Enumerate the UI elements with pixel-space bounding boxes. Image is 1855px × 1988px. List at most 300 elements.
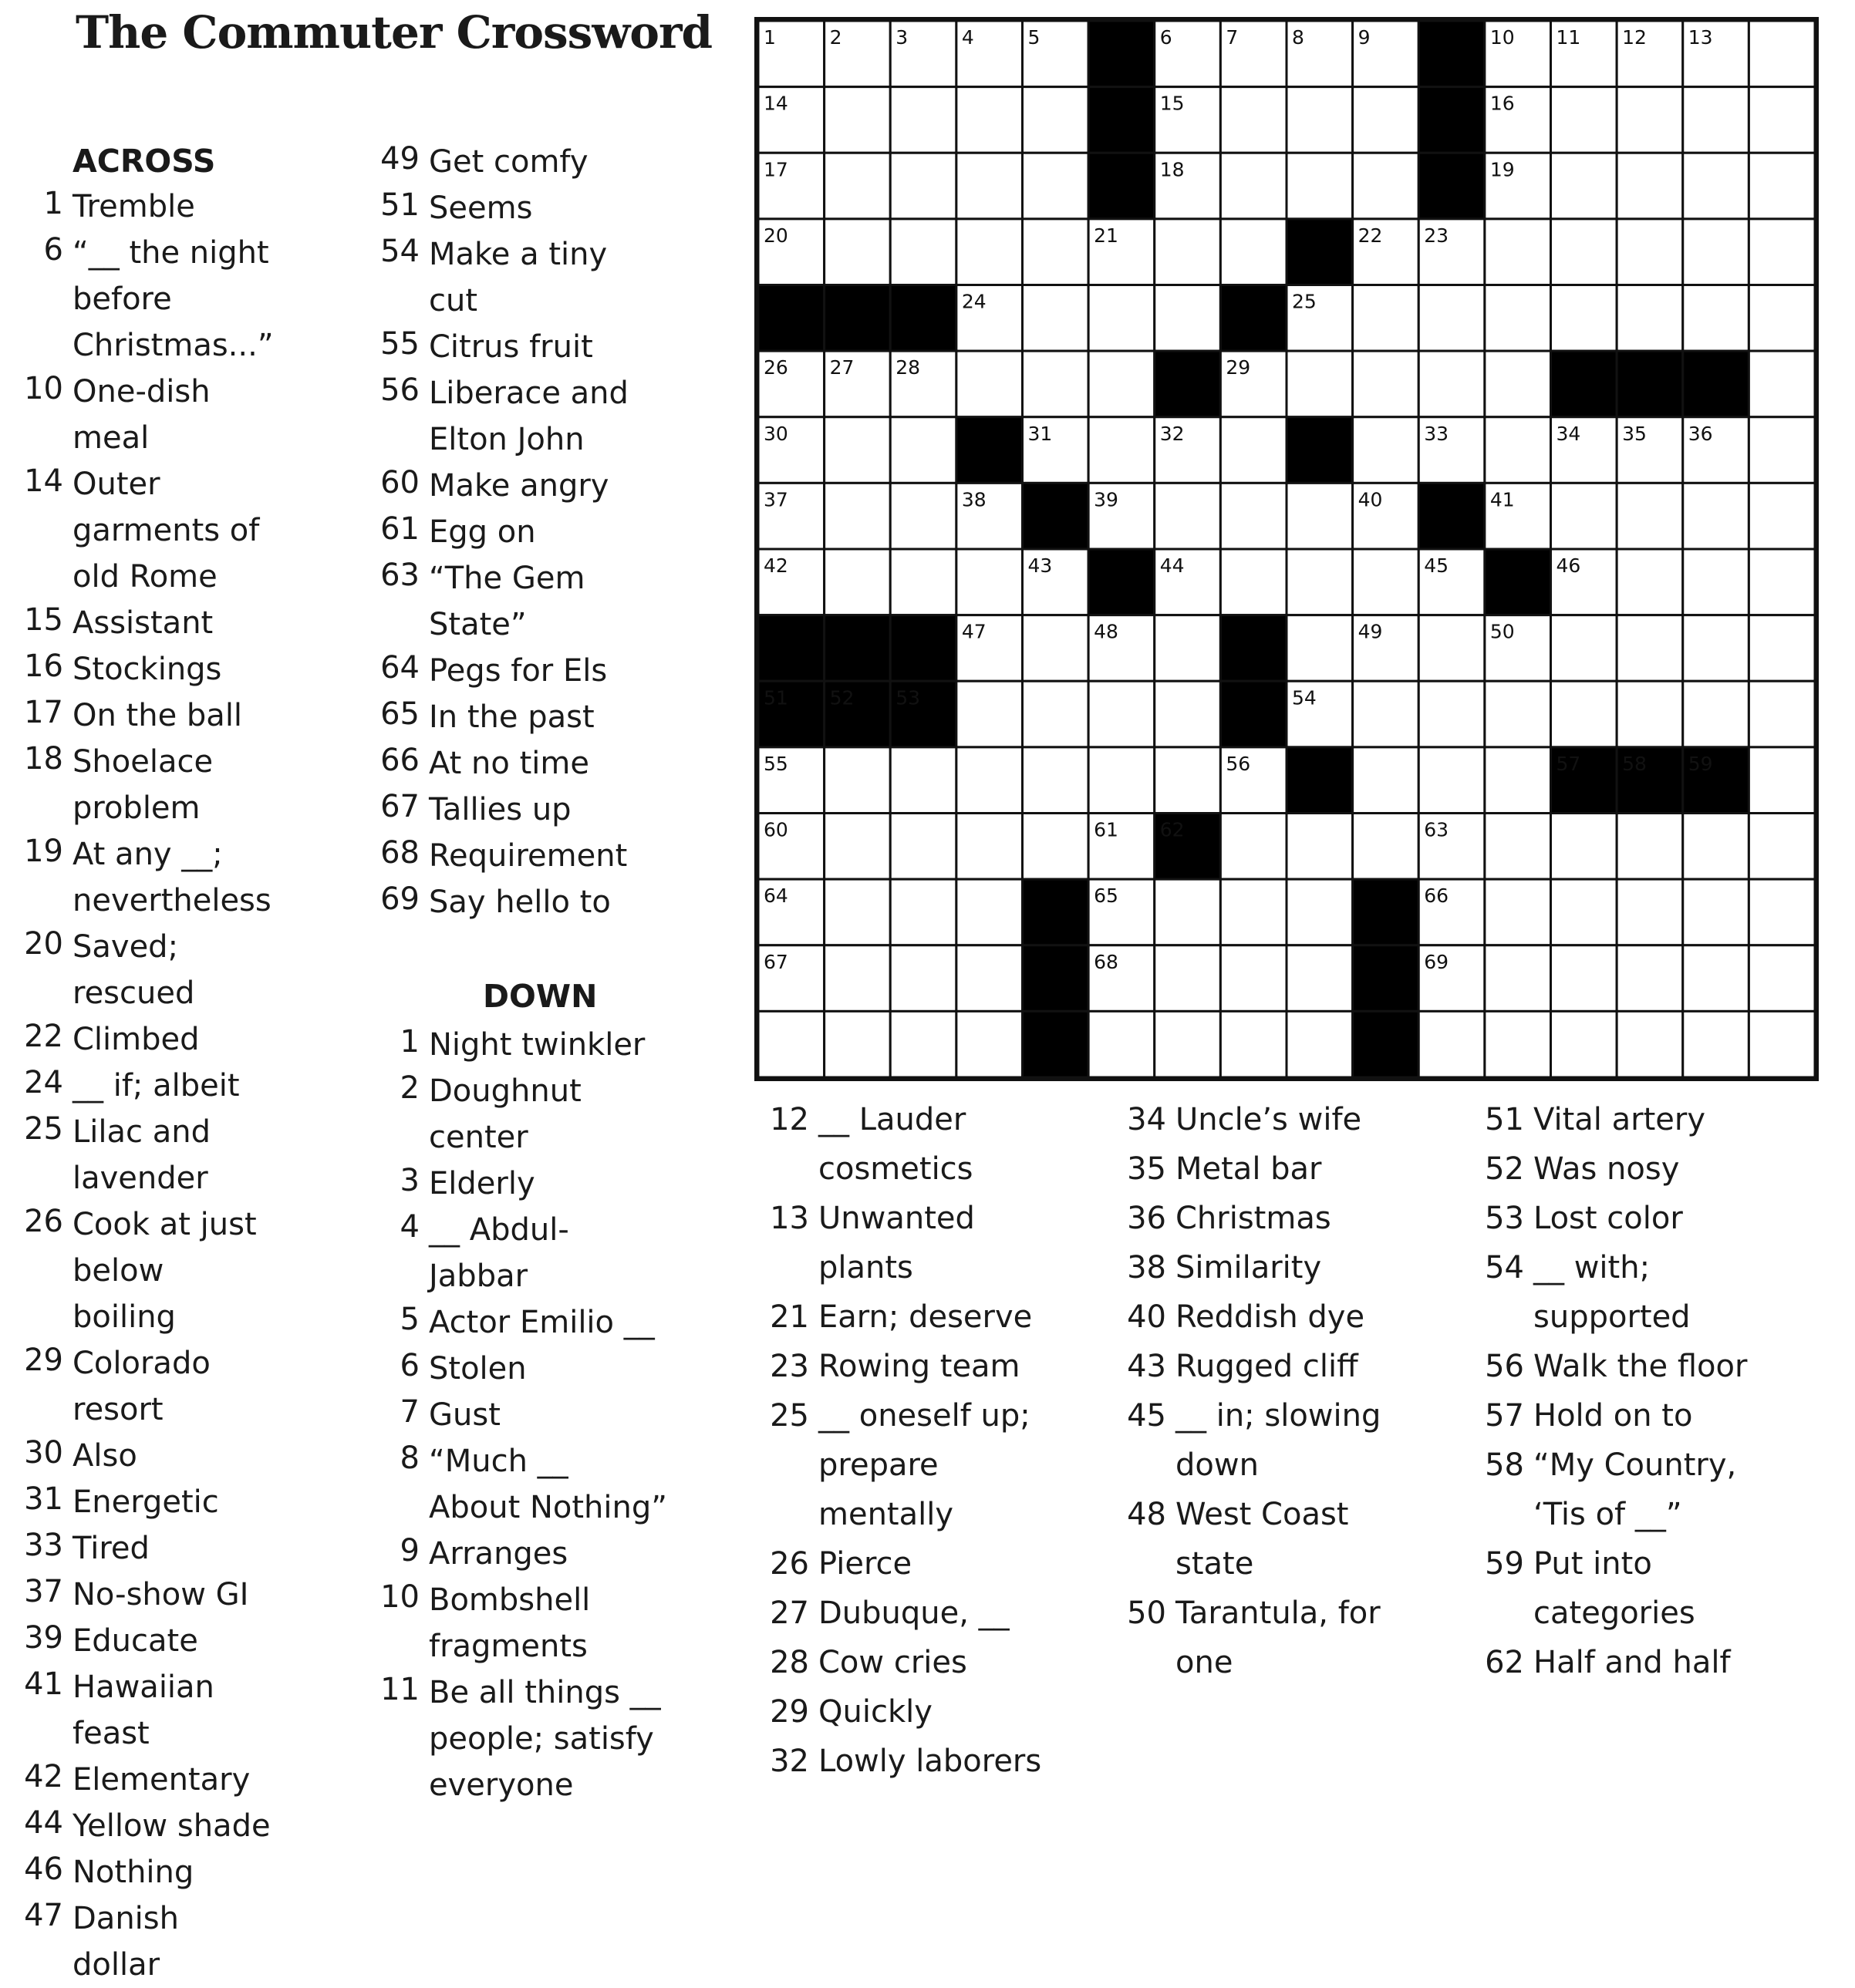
black-square (1023, 1011, 1089, 1077)
grid-cell[interactable] (1749, 1011, 1815, 1077)
clue-number: 17 (24, 695, 63, 730)
cell-number: 16 (1489, 92, 1515, 115)
grid-cell[interactable] (1485, 351, 1551, 417)
grid-cell[interactable] (1155, 879, 1221, 945)
clue-number: 54 (1485, 1250, 1524, 1285)
grid-cell[interactable] (1353, 285, 1419, 352)
black-square (1155, 351, 1221, 417)
grid-cell[interactable] (1287, 483, 1353, 549)
cell-number: 32 (1159, 422, 1185, 445)
grid-cell[interactable] (890, 549, 956, 615)
clue-number: 13 (770, 1201, 809, 1236)
grid-cell[interactable] (1088, 747, 1155, 814)
down-clue-8 (378, 1438, 748, 1531)
clue-number: 67 (380, 789, 420, 824)
clue-text: Shoelace problem (73, 744, 214, 826)
clue-text: __ with; supported (1533, 1250, 1691, 1335)
across-clue-15 (22, 600, 384, 646)
down-clue-51 (1482, 1095, 1845, 1144)
clue-text: In the past (429, 699, 595, 735)
grid-cell[interactable] (890, 219, 956, 285)
clue-number: 44 (24, 1805, 63, 1841)
grid-cell[interactable] (1220, 87, 1287, 153)
cell-number: 15 (1159, 92, 1185, 115)
grid-cell[interactable] (1749, 483, 1815, 549)
black-square (1617, 351, 1683, 417)
grid-cell[interactable] (1353, 814, 1419, 880)
grid-cell[interactable] (825, 814, 891, 880)
clue-text: Cow cries (818, 1645, 967, 1680)
clue-text: Reddish dye (1175, 1299, 1365, 1335)
grid-cell[interactable] (1287, 351, 1353, 417)
cell-number: 37 (764, 488, 788, 511)
grid-cell[interactable] (1220, 153, 1287, 219)
black-square (1353, 879, 1419, 945)
grid-cell[interactable] (1551, 681, 1617, 747)
grid-cell[interactable] (956, 1011, 1023, 1077)
clue-text: Lost color (1533, 1201, 1683, 1236)
grid-cell[interactable] (1418, 747, 1485, 814)
grid-cell[interactable] (1418, 615, 1485, 682)
grid-cell[interactable] (825, 945, 891, 1012)
down-clue-13 (767, 1194, 1122, 1292)
clue-text: Unwanted plants (818, 1201, 975, 1285)
grid-cell[interactable] (1220, 417, 1287, 484)
cell-number: 61 (1094, 818, 1118, 841)
clue-text: Pegs for Els (429, 653, 608, 689)
clue-number: 25 (24, 1111, 63, 1147)
grid-cell[interactable] (1155, 747, 1221, 814)
across-clue-56 (378, 370, 748, 463)
clue-text: On the ball (73, 698, 243, 733)
grid-cell[interactable] (1155, 615, 1221, 682)
grid-cell[interactable] (1418, 285, 1485, 352)
cell-number: 12 (1622, 26, 1647, 49)
clue-text: Requirement (429, 838, 628, 874)
down-clue-3 (378, 1161, 748, 1207)
grid-cell[interactable] (956, 219, 1023, 285)
grid-cell[interactable] (825, 153, 891, 219)
clue-text: __ if; albeit (73, 1068, 240, 1104)
grid-cell[interactable] (1749, 945, 1815, 1012)
grid-cell[interactable] (1287, 879, 1353, 945)
clue-number: 6 (400, 1348, 420, 1383)
grid-cell[interactable] (1683, 219, 1749, 285)
grid-cell[interactable] (1617, 87, 1683, 153)
across-clue-54 (378, 231, 748, 324)
clue-number: 29 (24, 1343, 63, 1378)
grid-cell[interactable] (890, 814, 956, 880)
clue-number: 61 (380, 511, 420, 547)
grid-cell[interactable] (1617, 483, 1683, 549)
grid-cell[interactable] (1155, 945, 1221, 1012)
across-clue-22 (22, 1016, 384, 1063)
down-clue-9 (378, 1531, 748, 1577)
grid-cell[interactable] (1485, 681, 1551, 747)
grid-cell[interactable] (1749, 814, 1815, 880)
grid-cell[interactable] (1749, 351, 1815, 417)
cell-number: 7 (1226, 26, 1239, 49)
grid-cell[interactable] (956, 87, 1023, 153)
clue-number: 15 (24, 602, 63, 638)
clue-text: “My Country, ‘Tis of __” (1533, 1447, 1737, 1532)
clue-text: Energetic (73, 1484, 219, 1520)
cell-number: 28 (895, 356, 921, 379)
down-clue-11 (378, 1670, 748, 1808)
grid-cell[interactable] (890, 1011, 956, 1077)
grid-cell[interactable] (1023, 351, 1089, 417)
grid-cell[interactable] (1683, 285, 1749, 352)
grid-cell[interactable] (825, 747, 891, 814)
clue-number: 45 (1127, 1398, 1166, 1434)
grid-cell[interactable] (1617, 549, 1683, 615)
across-clue-61 (378, 509, 748, 555)
down-clue-1 (378, 1022, 748, 1068)
grid-cell[interactable] (825, 219, 891, 285)
grid-cell[interactable] (1418, 351, 1485, 417)
clue-text: Danish dollar (73, 1901, 179, 1983)
grid-cell[interactable] (1749, 747, 1815, 814)
grid-cell[interactable] (1220, 219, 1287, 285)
grid-cell[interactable] (1287, 549, 1353, 615)
grid-cell[interactable] (1551, 153, 1617, 219)
down-clue-53 (1482, 1194, 1845, 1243)
grid-cell[interactable] (890, 879, 956, 945)
grid-cell[interactable] (1551, 285, 1617, 352)
grid-cell[interactable] (1155, 219, 1221, 285)
grid-cell[interactable] (1617, 615, 1683, 682)
clue-number: 24 (24, 1065, 63, 1100)
grid-cell[interactable] (1155, 681, 1221, 747)
clue-number: 27 (770, 1595, 809, 1631)
grid-cell[interactable] (1485, 814, 1551, 880)
clue-text: Climbed (73, 1022, 200, 1057)
across-clue-69 (378, 879, 748, 925)
cell-number: 54 (1292, 686, 1317, 709)
grid-cell[interactable] (956, 681, 1023, 747)
clue-number: 32 (770, 1744, 809, 1779)
cell-number: 42 (764, 554, 788, 577)
grid-cell[interactable] (1353, 153, 1419, 219)
clue-number: 65 (380, 696, 420, 732)
grid-cell[interactable] (1287, 945, 1353, 1012)
down-clue-56 (1482, 1342, 1845, 1391)
clue-text: Elderly (429, 1166, 535, 1201)
cell-number: 36 (1688, 422, 1713, 445)
grid-cell[interactable] (758, 1011, 825, 1077)
grid-cell[interactable] (1485, 945, 1551, 1012)
grid-cell[interactable] (1155, 483, 1221, 549)
grid-cell[interactable] (1155, 285, 1221, 352)
grid-cell[interactable] (890, 945, 956, 1012)
cell-number: 24 (961, 290, 987, 313)
grid-cell[interactable] (825, 879, 891, 945)
clue-text: Earn; deserve (818, 1299, 1033, 1335)
grid-cell[interactable] (1551, 1011, 1617, 1077)
cell-number: 52 (829, 686, 855, 709)
cell-number: 6 (1159, 26, 1172, 49)
grid-cell[interactable] (1749, 549, 1815, 615)
black-square (825, 615, 891, 682)
grid-cell[interactable] (1287, 814, 1353, 880)
grid-cell[interactable] (1485, 417, 1551, 484)
down-list-3 (1125, 1095, 1479, 1687)
clue-number: 4 (400, 1209, 420, 1245)
grid-cell[interactable] (890, 747, 956, 814)
grid-cell[interactable] (1353, 351, 1419, 417)
grid-cell[interactable] (1551, 219, 1617, 285)
across-clue-29 (22, 1340, 384, 1433)
grid-cell[interactable] (1749, 87, 1815, 153)
cell-number: 56 (1226, 752, 1251, 775)
grid-cell[interactable] (956, 879, 1023, 945)
grid-cell[interactable] (1551, 879, 1617, 945)
clue-text: Lowly laborers (818, 1744, 1042, 1779)
grid-cell[interactable] (825, 417, 891, 484)
grid-cell[interactable] (1683, 483, 1749, 549)
across-clue-68 (378, 833, 748, 879)
clue-text: Colorado resort (73, 1346, 211, 1427)
clue-number: 34 (1127, 1102, 1166, 1137)
grid-cell[interactable] (1287, 153, 1353, 219)
across-clue-20 (22, 924, 384, 1016)
grid-cell[interactable] (1749, 417, 1815, 484)
grid-cell[interactable] (1088, 285, 1155, 352)
clue-number: 50 (1127, 1595, 1166, 1631)
grid-cell[interactable] (1287, 615, 1353, 682)
clue-number: 31 (24, 1481, 63, 1517)
across-clue-65 (378, 694, 748, 740)
grid-cell[interactable] (1023, 615, 1089, 682)
grid-cell[interactable] (1749, 21, 1815, 87)
grid-cell[interactable] (1353, 681, 1419, 747)
grid-cell[interactable] (1485, 747, 1551, 814)
grid-cell[interactable] (1023, 285, 1089, 352)
grid-cell[interactable] (1353, 549, 1419, 615)
clue-number: 51 (380, 187, 420, 223)
grid-cell[interactable] (1353, 417, 1419, 484)
grid-cell[interactable] (1155, 1011, 1221, 1077)
grid-cell[interactable] (1088, 417, 1155, 484)
grid-cell[interactable] (1220, 483, 1287, 549)
grid-cell[interactable] (1617, 879, 1683, 945)
cell-number: 51 (764, 686, 788, 709)
grid-cell[interactable] (956, 549, 1023, 615)
down-clue-57 (1482, 1391, 1845, 1440)
clue-number: 19 (24, 834, 63, 869)
grid-cell[interactable] (1683, 615, 1749, 682)
black-square (1088, 549, 1155, 615)
grid-cell[interactable] (1617, 1011, 1683, 1077)
down-clue-21 (767, 1292, 1122, 1342)
across-clue-42 (22, 1757, 384, 1803)
grid-cell[interactable] (1353, 747, 1419, 814)
cell-number: 34 (1556, 422, 1581, 445)
grid-cell[interactable] (1617, 285, 1683, 352)
grid-cell[interactable] (1220, 1011, 1287, 1077)
clue-text: Metal bar (1175, 1151, 1322, 1187)
grid-cell[interactable] (1551, 945, 1617, 1012)
grid-cell[interactable] (1485, 219, 1551, 285)
grid-cell[interactable] (1353, 87, 1419, 153)
grid-cell[interactable] (956, 351, 1023, 417)
black-square (1551, 351, 1617, 417)
cell-number: 27 (829, 356, 855, 379)
down-clue-6 (378, 1346, 748, 1392)
clue-text: Seems (429, 190, 533, 226)
grid-cell[interactable] (1551, 814, 1617, 880)
grid-cell[interactable] (1749, 219, 1815, 285)
grid-cell[interactable] (1023, 681, 1089, 747)
grid-cell[interactable] (1749, 681, 1815, 747)
grid-cell[interactable] (825, 483, 891, 549)
down-clue-7 (378, 1392, 748, 1438)
grid-cell[interactable] (1617, 945, 1683, 1012)
black-square (1088, 21, 1155, 87)
grid-cell[interactable] (1023, 219, 1089, 285)
clue-text: Dubuque, __ (818, 1595, 1010, 1631)
across-clue-44 (22, 1803, 384, 1849)
grid-cell[interactable] (1749, 615, 1815, 682)
grid-cell[interactable] (1088, 351, 1155, 417)
across-clue-47 (22, 1895, 384, 1988)
clue-number: 8 (400, 1440, 420, 1476)
down-clue-27 (767, 1589, 1122, 1638)
down-clue-12 (767, 1095, 1122, 1194)
across-clue-55 (378, 324, 748, 370)
grid-cell[interactable] (825, 1011, 891, 1077)
clue-number: 20 (24, 926, 63, 962)
grid-cell[interactable] (1749, 879, 1815, 945)
cell-number: 53 (895, 686, 921, 709)
clue-number: 22 (24, 1019, 63, 1054)
clue-number: 62 (1485, 1645, 1524, 1680)
clue-text: Also (73, 1438, 137, 1474)
down-clue-26 (767, 1539, 1122, 1589)
across-clue-16 (22, 646, 384, 692)
grid-cell[interactable] (1088, 681, 1155, 747)
grid-cell[interactable] (1418, 681, 1485, 747)
grid-cell[interactable] (825, 87, 891, 153)
grid-cell[interactable] (1287, 87, 1353, 153)
grid-cell[interactable] (890, 483, 956, 549)
grid-cell[interactable] (1220, 814, 1287, 880)
grid-cell[interactable] (1023, 153, 1089, 219)
clue-text: Citrus fruit (429, 329, 593, 365)
grid-cell[interactable] (1485, 879, 1551, 945)
cell-number: 10 (1489, 26, 1515, 49)
clue-text: Make angry (429, 468, 609, 504)
grid-cell[interactable] (1023, 814, 1089, 880)
grid-cell[interactable] (1485, 1011, 1551, 1077)
across-clue-31 (22, 1479, 384, 1525)
grid-cell[interactable] (1088, 1011, 1155, 1077)
clue-text: Arranges (429, 1536, 568, 1572)
clue-text: Cook at just below boiling (73, 1207, 257, 1335)
grid-cell[interactable] (1683, 153, 1749, 219)
grid-cell[interactable] (1220, 879, 1287, 945)
clue-number: 6 (43, 232, 63, 268)
grid-cell[interactable] (890, 417, 956, 484)
clue-number: 47 (24, 1898, 63, 1933)
grid-cell[interactable] (1485, 285, 1551, 352)
clue-text: __ oneself up; prepare mentally (818, 1398, 1030, 1532)
down-column-2 (767, 1095, 1122, 1786)
down-clue-48 (1125, 1490, 1479, 1589)
grid-cell[interactable] (1683, 879, 1749, 945)
clue-text: Yellow shade (73, 1808, 271, 1844)
clue-number: 53 (1485, 1201, 1524, 1236)
grid-cell[interactable] (1551, 87, 1617, 153)
grid-cell[interactable] (1683, 814, 1749, 880)
black-square (1023, 879, 1089, 945)
across-clue-6 (22, 230, 384, 369)
grid-cell[interactable] (1617, 153, 1683, 219)
grid-cell[interactable] (1683, 1011, 1749, 1077)
grid-cell[interactable] (1683, 549, 1749, 615)
across-clue-17 (22, 692, 384, 739)
grid-cell[interactable] (1023, 87, 1089, 153)
cell-number: 21 (1094, 224, 1118, 247)
grid-cell[interactable] (956, 945, 1023, 1012)
down-list-4 (1482, 1095, 1845, 1687)
grid-cell[interactable] (1617, 814, 1683, 880)
across-clue-18 (22, 739, 384, 831)
across-clue-67 (378, 787, 748, 833)
grid-cell[interactable] (890, 87, 956, 153)
grid-cell[interactable] (1551, 483, 1617, 549)
across-clue-39 (22, 1618, 384, 1664)
clue-number: 21 (770, 1299, 809, 1335)
grid-cell[interactable] (1023, 747, 1089, 814)
grid-cell[interactable] (1220, 945, 1287, 1012)
black-square (1088, 153, 1155, 219)
clue-number: 51 (1485, 1102, 1524, 1137)
grid-cell[interactable] (1749, 285, 1815, 352)
grid-cell[interactable] (956, 747, 1023, 814)
grid-cell[interactable] (1418, 1011, 1485, 1077)
grid-cell[interactable] (1683, 945, 1749, 1012)
clue-number: 26 (24, 1204, 63, 1239)
grid-cell[interactable] (1683, 87, 1749, 153)
grid-cell[interactable] (1683, 681, 1749, 747)
grid-cell[interactable] (1220, 549, 1287, 615)
grid-cell[interactable] (825, 549, 891, 615)
black-square (1220, 285, 1287, 352)
down-clue-25 (767, 1391, 1122, 1539)
grid-cell[interactable] (1617, 681, 1683, 747)
clue-number: 60 (380, 465, 420, 500)
grid-cell[interactable] (1551, 615, 1617, 682)
grid-cell[interactable] (1617, 219, 1683, 285)
clue-number: 64 (380, 650, 420, 686)
grid-svg (758, 21, 1815, 1077)
cell-number: 19 (1489, 158, 1515, 181)
across-clue-60 (378, 463, 748, 509)
clue-text: Hawaiian feast (73, 1670, 214, 1751)
grid-cell[interactable] (890, 153, 956, 219)
clue-number: 37 (24, 1574, 63, 1609)
grid-cell[interactable] (956, 153, 1023, 219)
grid-cell[interactable] (956, 814, 1023, 880)
grid-cell[interactable] (1287, 1011, 1353, 1077)
clue-text: __ Abdul-Jabbar (429, 1212, 569, 1294)
cell-number: 22 (1358, 224, 1383, 247)
black-square (758, 285, 825, 352)
across-heading: ACROSS (73, 143, 216, 180)
clue-text: __ Lauder cosmetics (818, 1102, 973, 1187)
grid-cell[interactable] (1749, 153, 1815, 219)
